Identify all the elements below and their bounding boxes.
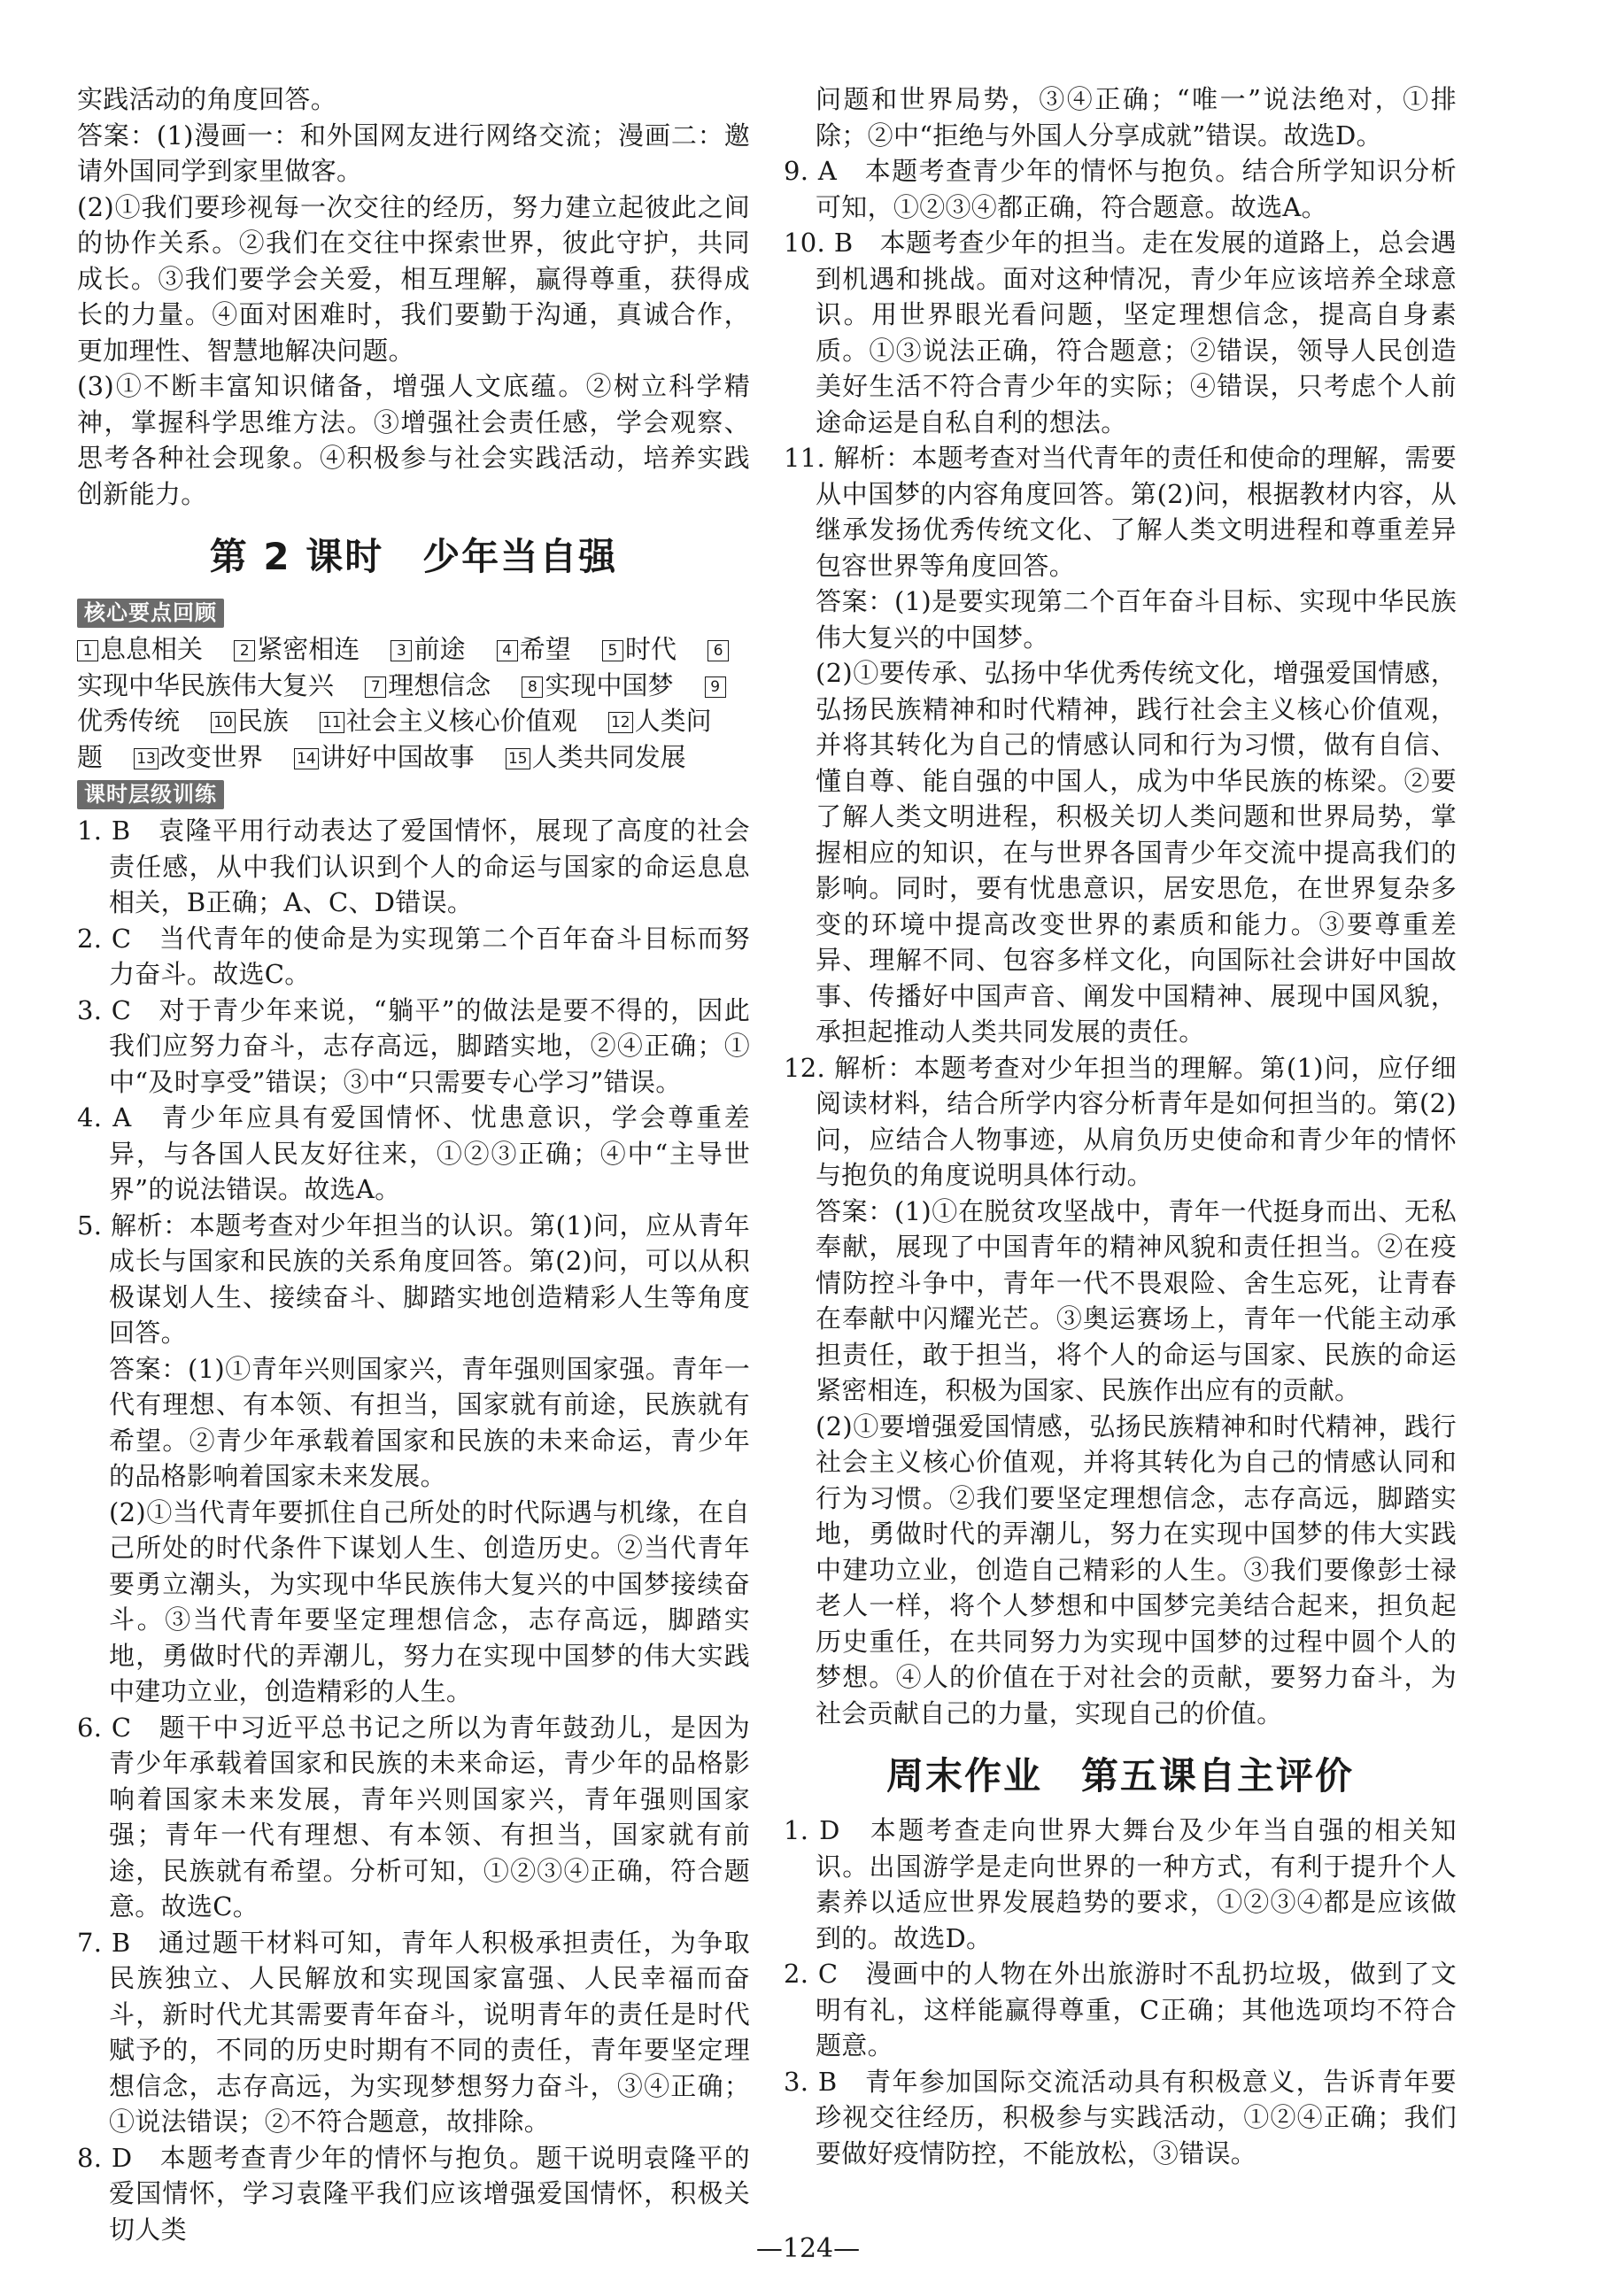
continued-text: 问题和世界局势，③④正确；“唯一”说法绝对，①排除；②中“拒绝与外国人分享成就”错误。故选D。	[816, 84, 1457, 151]
left-column	[77, 81, 750, 2247]
right-column	[784, 81, 1457, 2171]
key-point: 7 理想信念	[365, 670, 514, 700]
intro-text: 实践活动的角度回答。	[77, 84, 337, 114]
key-point: 9优秀传统	[77, 670, 728, 737]
key-point: 4 希望	[497, 634, 594, 664]
key-point: 3 前途	[390, 634, 488, 664]
question-9: 9. A 本题考查青少年的情怀与抱负。结合所学知识分析可知，①②③④都正确，符合题意。故选A。	[784, 156, 1457, 222]
key-point: 15 人类共同发展	[506, 742, 709, 772]
key-point: 5 时代	[602, 634, 700, 664]
page-number: —124—	[755, 2233, 861, 2264]
weekend-question-2: 2. C 漫画中的人物在外出旅游时不乱扔垃圾，做到了文明有礼，这样能赢得尊重，C正确；其他选项均不符合题意。	[784, 1959, 1457, 2060]
key-points-list	[77, 631, 750, 775]
training-label: 课时层级训练	[77, 780, 224, 809]
key-point: 6实现中华民族伟大复兴	[77, 634, 731, 700]
question-3: 3. C 对于青少年来说，“躺平”的做法是要不得的，因此我们应努力奋斗，志存高远，脚踏实地，②④正确；①中“及时享受”错误；③中“只需要专心学习”错误。	[77, 994, 750, 1097]
question-10: 10. B 本题考查少年的担当。走在发展的道路上，总会遇到机遇和挑战。面对这种情况，青少年应该培养全球意识。用世界眼光看问题，坚定理想信念，提高自身素质。①③说法正确，符合题意；②错误，领导人民创造美好生活不符合青少年的实际；④错误，只考虑个人前途命运是自私自利的想法。	[784, 228, 1457, 437]
answer-paragraph: (2)①当代青年要抓住自己所处的时代际遇与机缘，在自己所处的时代条件下谋划人生、创造历史。②当代青年要勇立潮头，为实现中华民族伟大复兴的中国梦接续奋斗。③当代青年要坚定理想信念，志存高远，脚踏实地，勇做时代的弄潮儿，努力在实现中国梦的伟大实践中建功立业，创造精彩的人生。	[109, 1496, 750, 1706]
answer-paragraph: (2)①我们要珍视每一次交往的经历，努力建立起彼此之间的协作关系。②我们在交往中探索世界，彼此守护，共同成长。③我们要学会关爱，相互理解，赢得尊重，获得成长的力量。④面对困难时，我们要勤于沟通，真诚合作，更加理性、智慧地解决问题。	[77, 191, 750, 366]
answer-paragraph: 答案：(1)①青年兴则国家兴，青年强则国家强。青年一代有理想、有本领、有担当，国家就有前途，民族就有希望。②青少年承载着国家和民族的未来命运，青少年的品格影响着国家未来发展。	[109, 1353, 750, 1491]
question-11: 11. 解析：本题考查对当代青年的责任和使命的理解，需要从中国梦的内容角度回答。第(2)问，根据教材内容，从继承发扬优秀传统文化、了解人类文明进程和尊重差异包容世界等角度回答。	[784, 443, 1457, 581]
weekend-question-1: 1. D 本题考查走向世界大舞台及少年当自强的相关知识。出国游学是走向世界的一种方式，有利于提升个人素养以适应世界发展趋势的要求，①②③④都是应该做到的。故选D。	[784, 1815, 1457, 1953]
question-12: 12. 解析：本题考查对少年担当的理解。第(1)问，应仔细阅读材料，结合所学内容分析青年是如何担当的。第(2)问，应结合人物事迹，从肩负历史使命和青少年的情怀与抱负的角度说明具体行动。	[784, 1052, 1457, 1190]
question-4: 4. A 青少年应具有爱国情怀、忧患意识，学会尊重差异，与各国人民友好往来，①②③正确；④中“主导世界”的说法错误。故选A。	[77, 1102, 750, 1204]
key-point: 12 人类问题	[77, 706, 712, 772]
answer-paragraph: (3)①不断丰富知识储备，增强人文底蕴。②树立科学精神，掌握科学思维方法。③增强社会责任感，学会观察、思考各种社会现象。④积极参与社会实践活动，培养实践创新能力。	[77, 371, 750, 509]
answer-paragraph: (2)①要增强爱国情感，弘扬民族精神和时代精神，践行社会主义核心价值观，并将其转化为自己的情感认同和行为习惯。②我们要坚定理想信念，志存高远，脚踏实地，勇做时代的弄潮儿，努力在实现中国梦的伟大实践中建功立业，创造自己精彩的人生。③我们要像彭士禄老人一样，将个人梦想和中国梦完美结合起来，担负起历史重任，在共同努力为实现中国梦的过程中圆个人的梦想。④人的价值在于对社会的贡献，要努力奋斗，为社会贡献自己的力量，实现自己的价值。	[816, 1411, 1457, 1728]
key-point: 2 紧密相连	[234, 634, 383, 664]
lesson-title: 第 2 课时 少年当自强	[209, 535, 618, 578]
weekend-question-3: 3. B 青年参加国际交流活动具有积极意义，告诉青年要珍视交往经历，积极参与实践活动，①②④正确；我们要做好疫情防控，不能放松，③错误。	[784, 2066, 1457, 2168]
key-point: 8 实现中国梦	[522, 670, 696, 700]
question-2: 2. C 当代青年的使命是为实现第二个百年奋斗目标而努力奋斗。故选C。	[77, 923, 750, 989]
key-point: 1 息息相关	[77, 634, 226, 664]
review-label: 核心要点回顾	[77, 599, 224, 628]
question-6: 6. C 题干中习近平总书记之所以为青年鼓劲儿，是因为青少年承载着国家和民族的未来命运，青少年的品格影响着国家未来发展，青年兴则国家兴，青年强则国家强；青年一代有理想、有本领、有担当，国家就有前途，民族就有希望。分析可知，①②③④正确，符合题意。故选C。	[77, 1712, 750, 1921]
question-1: 1. B 袁隆平用行动表达了爱国情怀，展现了高度的社会责任感，从中我们认识到个人的命运与国家的命运息息相关，B正确；A、C、D错误。	[77, 816, 750, 917]
question-7: 7. B 通过题干材料可知，青年人积极承担责任，为争取民族独立、人民解放和实现国家富强、人民幸福而奋斗，新时代尤其需要青年奋斗，说明青年的责任是时代赋予的，不同的历史时期有不同的责任，青年要坚定理想信念，志存高远，为实现梦想努力奋斗，③④正确；①说法错误；②不符合题意，故排除。	[77, 1927, 750, 2137]
answer-paragraph: 答案：(1)是要实现第二个百年奋斗目标、实现中华民族伟大复兴的中国梦。	[816, 586, 1457, 653]
answer-paragraph: 答案：(1)漫画一：和外国网友进行网络交流；漫画二：邀请外国同学到家里做客。	[77, 120, 750, 186]
question-8: 8. D 本题考查青少年的情怀与抱负。题干说明袁隆平的爱国情怀，学习袁隆平我们应该增强爱国情怀，积极关切人类	[77, 2142, 750, 2245]
weekend-title: 周末作业 第五课自主评价	[885, 1754, 1354, 1797]
key-point: 11 社会主义核心价值观	[320, 706, 600, 736]
answer-paragraph: 答案：(1)①在脱贫攻坚战中，青年一代挺身而出、无私奉献，展现了中国青年的精神风貌和责任担当。②在疫情防控斗争中，青年一代不畏艰险、舍生忘死，让青春在奉献中闪耀光芒。③奥运赛场上，青年一代能主动承担责任，敢于担当，将个人的命运与国家、民族的命运紧密相连，积极为国家、民族作出应有的贡献。	[816, 1195, 1457, 1405]
answer-paragraph: (2)①要传承、弘扬中华优秀传统文化，增强爱国情感，弘扬民族精神和时代精神，践行社会主义核心价值观，并将其转化为自己的情感认同和行为习惯，做有自信、懂自尊、能自强的中国人，成为中华民族的栋梁。②要了解人类文明进程，积极关切人类问题和世界局势，掌握相应的知识，在与世界各国青少年交流中提高我们的影响。同时，要有忧患意识，居安思危，在世界复杂多变的环境中提高改变世界的素质和能力。③要尊重差异、理解不同、包容多样文化，向国际社会讲好中国故事、传播好中国声音、阐发中国精神、展现中国风貌，承担起推动人类共同发展的责任。	[816, 658, 1457, 1047]
key-point: 13 改变世界	[134, 742, 286, 772]
question-5: 5. 解析：本题考查对少年担当的认识。第(1)问，应从青年成长与国家和民族的关系角度回答。第(2)问，可以从积极谋划人生、接续奋斗、脚踏实地创造精彩人生等角度回答。	[77, 1210, 750, 1348]
key-point: 14 讲好中国故事	[294, 742, 498, 772]
key-point: 10 民族	[211, 706, 312, 736]
